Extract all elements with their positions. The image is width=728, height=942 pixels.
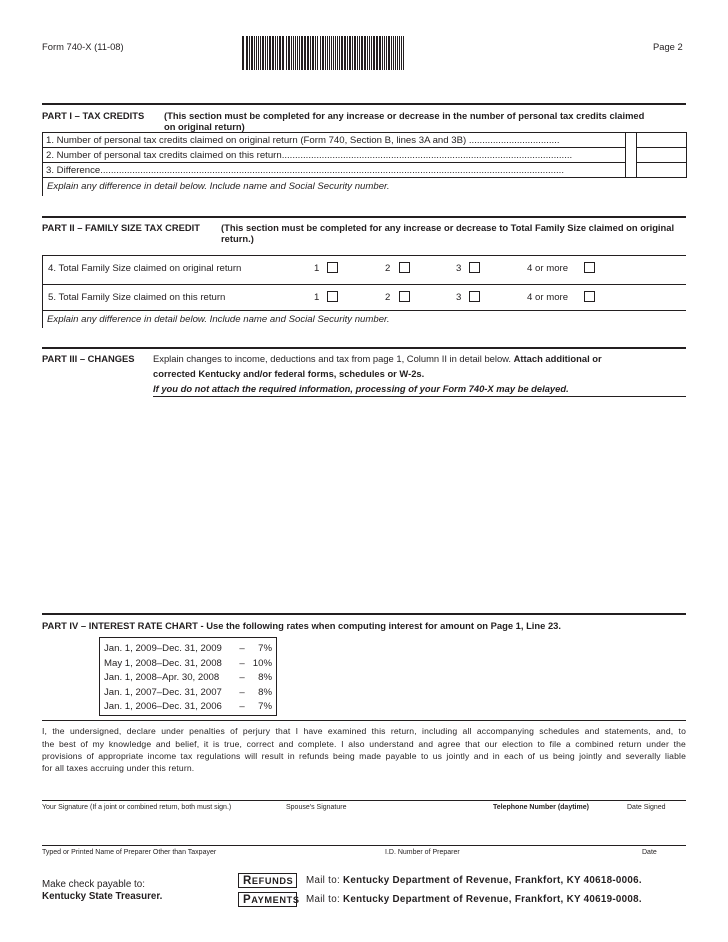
declaration-line4: for all taxes accruing under this return. [42,763,195,773]
rate-value: 8% [258,687,272,698]
part2-rule-top [42,255,686,256]
part2-line5-label: 5. Total Family Size claimed on this return [48,292,226,303]
rate-period: Jan. 1, 2007–Dec. 31, 2007 [104,687,222,698]
preparer-id-field[interactable] [385,831,625,844]
part3-top-rule [42,347,686,349]
line4-option-4-checkbox[interactable] [584,262,595,273]
payments-cap: P [243,894,252,906]
preparer-date-field[interactable] [640,831,686,844]
part1-explain-left [42,178,43,196]
preparer-name-label: Typed or Printed Name of Preparer Other than Taxpayer [42,849,217,856]
line5-option-2-label: 2 [385,292,391,303]
line5-option-2-checkbox[interactable] [399,291,410,302]
rate-row [104,643,272,654]
part4-title: PART IV – INTEREST RATE CHART - Use the following rates when computing interest for amount on Page 1, Line 23. [42,620,561,631]
signature-line [42,800,686,801]
part1-row-rule-1 [42,147,625,148]
spouse-signature-field[interactable] [285,786,475,799]
part1-note-line1: (This section must be completed for any increase or decrease in the number of personal tax credits claimed [164,110,645,121]
part1-right-border [686,132,687,178]
payments-badge [238,892,300,907]
line4-option-3-label: 3 [456,263,462,274]
part1-top-rule [42,103,686,105]
rate-dash: – [239,701,245,712]
line4-option-2-label: 2 [385,263,391,274]
part2-left-border [42,255,43,328]
payable-to-line1: Make check payable to: [42,879,145,890]
rate-period: Jan. 1, 2009–Dec. 31, 2009 [104,643,222,654]
line4-option-2-checkbox[interactable] [399,262,410,273]
preparer-id-label: I.D. Number of Preparer [385,849,460,856]
part1-explain: Explain any difference in detail below. Include name and Social Security number. [47,181,390,192]
payments-mail-prefix: Mail to: [306,894,343,905]
declaration-line1: I, the undersigned, declare under penalties of perjury that I have examined this return, including all accompanying schedules and statements, and, to [42,726,686,736]
refunds-cap: R [243,875,252,887]
rate-row [104,658,272,669]
part1-row-rule-2 [42,162,625,163]
part3-text-b: Attach additional or [513,353,602,364]
declaration-line3: provisions of appropriate income tax regulations will result in refunds being made payable to us jointly and in each of us being jointly and severally liable [42,751,686,761]
line4-option-3-checkbox[interactable] [469,262,480,273]
line5-option-3-checkbox[interactable] [469,291,480,302]
part3-text-line3: If you do not attach the required information, processing of your Form 740-X may be delayed. [153,383,569,394]
rate-row [104,687,272,698]
declaration-line2: the best of my knowledge and belief, it is true, correct and complete. I also understand and agree that our election to file a combined return under the [42,739,686,749]
part1-line3: 3. Difference.............................................................................................................................................................................. [46,165,565,176]
part3-text-a: Explain changes to income, deductions and tax from page 1, Column II in detail below. [153,353,514,364]
refunds-mail-prefix: Mail to: [306,875,343,886]
form-id: Form 740-X (11-08) [42,41,124,52]
line5-option-4-checkbox[interactable] [584,291,595,302]
refunds-mail-address: Kentucky Department of Revenue, Frankfort, KY 40618-0006. [343,875,642,886]
part3-title: PART III – CHANGES [42,353,135,364]
payable-to-line2: Kentucky State Treasurer. [42,891,163,902]
rate-row [104,672,272,683]
rate-dash: – [239,643,245,654]
line5-option-4-label: 4 or more [527,292,569,303]
payments-rest: AYMENTS [251,895,300,905]
rate-value: 7% [258,643,272,654]
part1-table-bottom [42,177,686,178]
page-number: Page 2 [653,41,683,52]
payments-mail-to [306,894,642,905]
part1-table-top [42,132,686,133]
line4-option-1-label: 1 [314,263,320,274]
line4-option-4-label: 4 or more [527,263,569,274]
refunds-badge [238,873,297,888]
rate-row [104,701,272,712]
part3-text-line2: corrected Kentucky and/or federal forms, schedules or W-2s. [153,368,425,379]
refunds-mail-to [306,875,642,886]
rate-period: Jan. 1, 2006–Dec. 31, 2006 [104,701,222,712]
spouse-signature-label: Spouse's Signature [286,804,347,811]
part2-rule-bottom [42,310,686,311]
rate-value: 7% [258,701,272,712]
line4-option-1-checkbox[interactable] [327,262,338,273]
part1-row-rule-1b [636,147,686,148]
rate-dash: – [239,687,245,698]
part1-col-divider-b [636,132,637,178]
rate-dash: – [239,672,245,683]
line5-option-1-label: 1 [314,292,320,303]
barcode-image [240,36,408,72]
part3-rule [153,396,686,397]
rate-dash: – [239,658,245,669]
part2-note-line2: return.) [221,233,254,244]
line5-option-3-label: 3 [456,292,462,303]
preparer-date-label: Date [642,849,657,856]
your-signature-label: Your Signature (If a joint or combined return, both must sign.) [42,804,232,811]
part2-note-line1: (This section must be completed for any increase or decrease to Total Family Size claimed on original [221,222,675,233]
telephone-field[interactable] [493,786,613,799]
refunds-rest: EFUNDS [251,876,294,886]
part2-explain: Explain any difference in detail below. Include name and Social Security number. [47,314,390,325]
part1-note-line2: on original return) [164,121,245,132]
part1-line1: 1. Number of personal tax credits claimed on original return (Form 740, Section B, lines 3A and 3B) .................................. [46,135,560,146]
part1-col-divider-a [625,132,626,178]
part4-top-rule [42,613,686,615]
line5-option-1-checkbox[interactable] [327,291,338,302]
part1-title: PART I – TAX CREDITS [42,110,145,121]
preparer-name-field[interactable] [42,831,372,844]
preparer-line [42,845,686,846]
rate-value: 10% [252,658,272,669]
part1-left-border [42,132,43,178]
payments-mail-address: Kentucky Department of Revenue, Frankfort, KY 40619-0008. [343,894,642,905]
date-signed-field[interactable] [627,786,686,799]
part2-line4-label: 4. Total Family Size claimed on original return [48,263,242,274]
your-signature-field[interactable] [42,786,272,799]
rate-value: 8% [258,672,272,683]
telephone-label: Telephone Number (daytime) [493,804,589,811]
part1-line2: 2. Number of personal tax credits claimed on this return............................................................................................................. [46,150,573,161]
part2-title: PART II – FAMILY SIZE TAX CREDIT [42,222,201,233]
declaration-top-rule [42,720,686,721]
part1-row-rule-2b [636,162,686,163]
rate-period: Jan. 1, 2008–Apr. 30, 2008 [104,672,220,683]
part2-rule-mid [42,284,686,285]
date-signed-label: Date Signed [627,804,666,811]
part2-top-rule [42,216,686,218]
part3-explanation-area[interactable] [42,402,686,608]
part3-text-line1 [153,353,602,364]
rate-period: May 1, 2008–Dec. 31, 2008 [104,658,222,669]
